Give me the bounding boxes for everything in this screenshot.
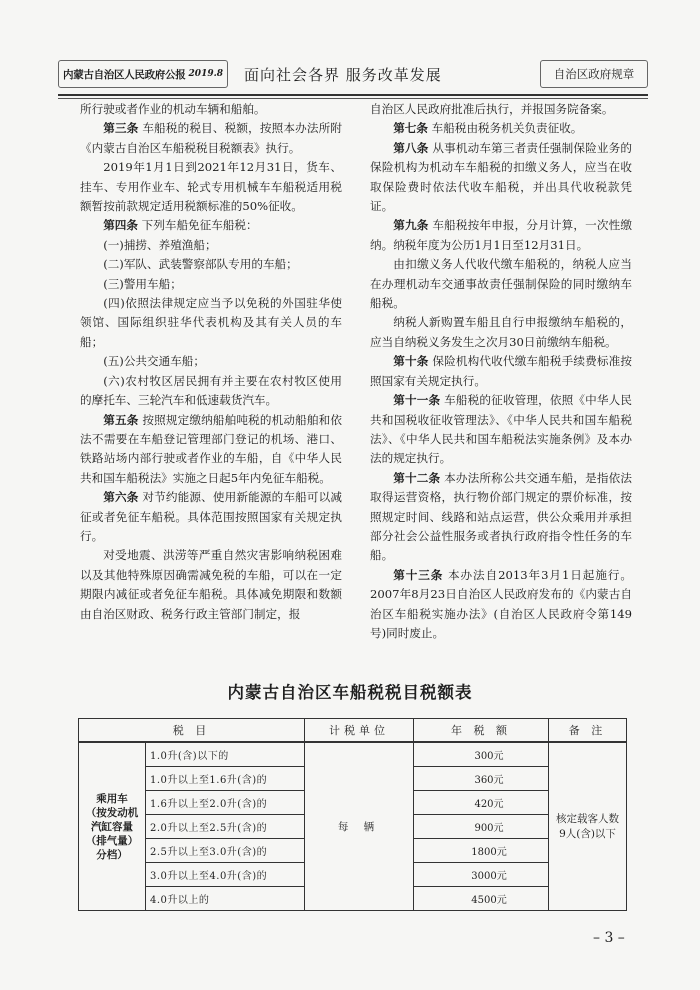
issue-number: 2019.8 — [188, 69, 223, 79]
note-line: 核定载客人数 — [556, 812, 619, 825]
left-column — [80, 100, 342, 624]
category-line: （按发动机 — [85, 806, 139, 819]
amount-cell: 1800元 — [414, 839, 549, 863]
paragraph — [370, 100, 632, 119]
category-line: 乘用车 — [96, 792, 128, 805]
paragraph-text: 车船税按年申报，分月计算，一次性缴纳。纳税年度为公历1月1日至12月31日。 — [370, 218, 632, 252]
article-number: 第十二条 — [393, 470, 441, 485]
paragraph — [80, 236, 342, 255]
article-number: 第七条 — [393, 121, 428, 136]
article-number: 第十三条 — [393, 567, 444, 582]
tax-item-cell: 4.0升以上的 — [146, 887, 305, 911]
paragraph-text: (二)军队、武装警察部队专用的车船； — [103, 257, 298, 272]
paragraph — [80, 275, 342, 294]
amount-cell: 3000元 — [414, 863, 549, 887]
article-number: 第八条 — [393, 140, 429, 155]
paragraph — [80, 352, 342, 371]
category-line: （排气量） — [85, 834, 139, 847]
paragraph-text: 车船税由税务机关负责征收。 — [431, 121, 583, 136]
article-number: 第十条 — [393, 354, 429, 369]
tax-item-cell: 1.0升以上至1.6升(含)的 — [146, 767, 305, 791]
paragraph-text: (一)捕捞、养殖渔船； — [103, 237, 217, 252]
category-cell — [79, 742, 146, 911]
table-title: 内蒙古自治区车船税税目税额表 — [227, 683, 473, 702]
paragraph-text: 按照规定缴纳船舶吨税的机动船舶和依法不需要在车船登记管理部门登记的机场、港口、铁路站场内部行驶或者作业的车船，自《中华人民共和国车船税法》实施之日起5年内免征车船税。 — [80, 412, 342, 485]
paragraph-text: 下列车船免征车船税： — [141, 218, 258, 233]
paragraph-text: (四)依照法律规定应当予以免税的外国驻华使领馆、国际组织驻华代表机构及其有关人员的车船； — [80, 296, 342, 349]
article-number: 第九条 — [393, 218, 429, 233]
paragraph — [370, 139, 632, 217]
paragraph — [80, 255, 342, 274]
magazine-masthead — [58, 60, 228, 88]
note-cell — [549, 742, 627, 911]
category-line: 分档） — [96, 848, 128, 861]
paragraph — [370, 119, 632, 138]
header-tax-item: 税 目 — [79, 719, 305, 743]
header-amount: 年 税 额 — [414, 719, 549, 743]
section-label: 自治区政府规章 — [540, 60, 648, 88]
tax-rate-table — [78, 718, 627, 911]
paragraph-text: 对节约能源、使用新能源的车船可以减征或者免征车船税。具体范围按照国家有关规定执行。 — [80, 490, 342, 543]
paragraph-text: 保险机构代收代缴车船税手续费标准按照国家有关规定执行。 — [370, 354, 632, 388]
unit-cell: 每 辆 — [305, 742, 414, 911]
paragraph — [80, 411, 342, 489]
paragraph — [80, 488, 342, 546]
article-number: 第三条 — [103, 121, 139, 136]
note-line: 9人(含)以下 — [559, 827, 616, 840]
article-number: 第四条 — [103, 218, 138, 233]
right-column — [370, 100, 632, 643]
paragraph-text: 车船税的税目、税额，按照本办法所附《内蒙古自治区车船税税目税额表》执行。 — [80, 121, 342, 155]
paragraph-text: 2019年1月1日到2021年12月31日，货车、挂车、专用作业车、轮式专用机械车车船税适用税额暂按前款规定适用税额标准的50%征收。 — [80, 160, 342, 214]
paragraph — [80, 100, 342, 119]
paragraph — [80, 546, 342, 624]
paragraph-text: 由扣缴义务人代收代缴车船税的，纳税人应当在办理机动车交通事故责任强制保险的同时缴纳车船税。 — [370, 257, 632, 311]
header-rule-thin — [58, 98, 648, 99]
paragraph — [370, 469, 632, 566]
tax-item-cell: 3.0升以上至4.0升(含)的 — [146, 863, 305, 887]
article-number: 第五条 — [103, 412, 139, 427]
paragraph-text: 本办法所称公共交通车船，是指依法取得运营资格，执行物价部门规定的票价标准，按照规定时间、线路和站点运营，供公众乘用并承担部分社会公益性服务或者执行政府指令性任务的车船。 — [370, 470, 632, 563]
paragraph — [80, 294, 342, 352]
paragraph-text: 本办法自2013年3月1日起施行。2007年8月23日自治区人民政府发布的《内蒙古自治区车船税实施办法》(自治区人民政府令第149号)同时废止。 — [370, 567, 632, 640]
amount-cell: 420元 — [414, 791, 549, 815]
header-unit: 计税单位 — [305, 719, 414, 743]
header-rule — [58, 94, 648, 96]
paragraph-text: 所行驶或者作业的机动车辆和船舶。 — [80, 102, 266, 116]
article-number: 第十一条 — [393, 393, 441, 408]
magazine-title: 内蒙古自治区人民政府公报 — [63, 69, 186, 81]
paragraph-text: 自治区人民政府批准后执行，并报国务院备案。 — [370, 102, 614, 116]
paragraph — [80, 119, 342, 158]
amount-cell: 4500元 — [414, 887, 549, 911]
paragraph — [370, 391, 632, 469]
paragraph — [80, 216, 342, 235]
page-header — [58, 60, 648, 92]
paragraph — [370, 352, 632, 391]
tax-item-cell: 1.0升(含)以下的 — [146, 742, 305, 767]
paragraph — [370, 566, 632, 644]
paragraph-text: (五)公共交通车船； — [103, 354, 205, 369]
paragraph-text: 从事机动车第三者责任强制保险业务的保险机构为机动车车船税的扣缴义务人，应当在收取保险费时依法代收车船税，并出具代收税款凭证。 — [370, 140, 632, 214]
paragraph-text: 车船税的征收管理，依照《中华人民共和国税收征收管理法》、《中华人民共和国车船税法》、《中华人民共和国车船税法实施条例》及本办法的规定执行。 — [370, 393, 632, 466]
paragraph — [80, 372, 342, 411]
tax-item-cell: 2.5升以上至3.0升(含)的 — [146, 839, 305, 863]
paragraph — [370, 216, 632, 255]
paragraph — [80, 158, 342, 216]
amount-cell: 300元 — [414, 742, 549, 767]
table-row — [79, 742, 627, 767]
tax-item-cell: 1.6升以上至2.0升(含)的 — [146, 791, 305, 815]
category-line: 汽缸容量 — [91, 820, 133, 833]
header-note: 备 注 — [549, 719, 627, 743]
paragraph — [370, 313, 632, 352]
paragraph-text: 纳税人新购置车船且自行申报缴纳车船税的，应当自纳税义务发生之次月30日前缴纳车船税。 — [370, 315, 632, 349]
paragraph — [370, 255, 632, 313]
amount-cell: 360元 — [414, 767, 549, 791]
paragraph-text: (三)警用车船； — [103, 276, 182, 291]
table-header-row — [79, 719, 627, 743]
paragraph-text: (六)农村牧区居民拥有并主要在农村牧区使用的摩托车、三轮汽车和低速载货汽车。 — [80, 373, 342, 408]
paragraph-text: 对受地震、洪涝等严重自然灾害影响纳税困难以及其他特殊原因确需减免税的车船，可以在一定期限内减征或者免征车船税。具体减免期限和数额由自治区财政、税务行政主管部门制定，报 — [80, 548, 342, 621]
amount-cell: 900元 — [414, 815, 549, 839]
tax-item-cell: 2.0升以上至2.5升(含)的 — [146, 815, 305, 839]
page-number: – 3 – — [593, 930, 625, 946]
slogan: 面向社会各界 服务改革发展 — [244, 66, 442, 84]
article-number: 第六条 — [103, 490, 139, 505]
